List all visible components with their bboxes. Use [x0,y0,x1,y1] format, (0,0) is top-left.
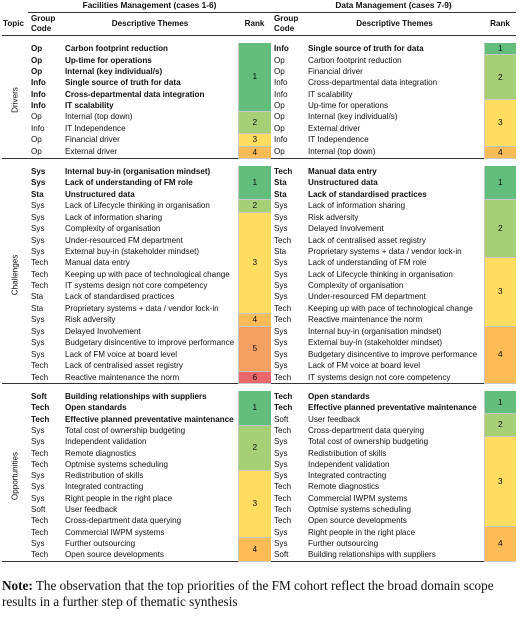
right-group-code: Tech [274,482,292,492]
section-separator [2,158,516,166]
right-rank-cell: 2 [484,414,516,437]
right-group-code: Sys [274,471,288,481]
left-theme: Building relationships with suppliers [65,392,207,402]
topic-header: Topic [3,19,24,29]
table-row [2,134,516,146]
right-theme: Internal (key individual/s) [308,112,398,122]
right-group-code: Tech [274,493,292,503]
right-group-code: Info [274,135,288,145]
left-rank-cell: 6 [238,371,271,383]
table-row [2,111,516,122]
right-group-code: Sys [274,292,288,302]
table-row [2,146,516,158]
right-group-code: Op [274,147,285,157]
right-theme: Building relationships with suppliers [308,550,436,560]
left-group-code: Sys [31,349,45,359]
right-group-code: Tech [274,235,292,245]
right-group-code: Op [274,112,285,122]
left-theme: Complexity of organisation [65,224,161,234]
left-theme: Manual data entry [65,258,130,268]
left-group-code: Info [31,123,45,133]
left-theme: Internal (key individual/s) [65,67,163,77]
right-group-header: Data Management (cases 7-9) [271,0,516,13]
right-group-code: Sta [274,178,287,188]
left-theme: Redistribution of skills [65,471,144,481]
right-group-code: Info [274,44,289,54]
right-group-code: Sys [274,327,288,337]
left-group-code: Op [31,147,42,157]
left-theme: Delayed Involvement [65,327,141,337]
right-theme: Lack of centralised asset registry [308,235,426,245]
left-group-code: Sys [31,437,45,447]
topic-label: Drivers [10,87,20,114]
right-group-code: Info [274,89,288,99]
left-rank-cell: 2 [238,111,271,134]
right-theme: Integrated contracting [308,471,387,481]
right-rank-cell: 4 [484,146,516,158]
left-group-code: Sys [31,247,45,257]
separator-cell [2,384,28,392]
right-theme: Carbon footprint reduction [308,55,402,65]
table-row [2,425,516,436]
left-rank-cell: 4 [238,538,271,561]
left-theme: Cross-department data querying [65,516,182,526]
right-theme: IT systems design not core competency [308,372,451,382]
left-group-code: Op [31,67,43,77]
separator-cell [305,384,484,392]
right-theme: Effective planned preventative maintenance [308,403,477,413]
table-bottom-border [2,561,516,562]
left-group-code: Tech [31,372,49,382]
right-group-code: Tech [274,505,292,515]
left-group-code: Sys [31,327,45,337]
right-theme: Lack of understanding of FM role [308,258,427,268]
left-theme: Lack of standardised practices [65,292,175,302]
right-rank-cell: 3 [484,257,516,326]
right-group-code: Sys [274,269,288,279]
left-group-code: Sys [31,201,45,211]
left-theme: Effective planned preventative maintenance [65,414,234,424]
right-group-code: Sys [274,459,288,469]
left-theme: Open source developments [65,550,164,560]
table-row [2,371,516,383]
right-theme: Lack of standardised practices [308,189,427,199]
left-theme: Further outsourcing [65,538,136,548]
themes-table [2,0,516,562]
left-group-code: Soft [31,392,47,402]
separator-cell [28,36,62,44]
right-rank-header: Rank [490,19,510,29]
right-theme: Keeping up with pace of technological change [308,303,473,313]
right-theme: Redistribution of skills [308,448,387,458]
right-theme: Reactive maintenance the norm [308,315,423,325]
left-theme: Integrated contracting [65,482,144,492]
left-group-code: Sys [31,213,45,223]
right-themes-header: Descriptive Themes [356,19,433,29]
separator-cell [2,158,28,166]
right-group-code: Tech [274,315,292,325]
right-group-code: Soft [274,414,289,424]
right-rank-cell: 2 [484,55,516,100]
right-theme: Delayed Involvement [308,224,384,234]
left-group-code: Sys [31,338,45,348]
right-group-code: Sta [274,189,287,199]
table-row [2,43,516,55]
left-theme: Up-time for operations [65,55,152,65]
right-group-code: Tech [274,516,292,526]
right-theme: IT Independence [308,135,369,145]
left-theme: External buy-in (stakeholder mindset) [65,247,200,257]
right-theme: Unstructured data [308,178,378,188]
section-separator [2,36,516,44]
separator-cell [484,384,516,392]
left-theme: Commercial IWPM systems [65,527,165,537]
left-group-code: Sys [31,493,45,503]
right-group-code: Sys [274,361,288,371]
separator-cell [28,561,62,562]
right-group-code: Op [274,100,285,110]
table-row [2,326,516,337]
separator-cell [2,561,28,562]
right-theme: External buy-in (stakeholder mindset) [308,338,443,348]
left-rank-cell: 3 [238,212,271,314]
left-theme: Optmise systems scheduling [65,459,169,469]
right-theme: Up-time for operations [308,100,389,110]
left-theme: External driver [65,147,118,157]
right-theme: Independent validation [308,459,390,469]
separator-cell [305,158,484,166]
right-group-code: Sys [274,213,288,223]
right-theme: Commercial IWPM systems [308,493,408,503]
right-group-code: Soft [274,550,289,560]
left-group-code: Sys [31,471,45,481]
separator-cell [305,36,484,44]
left-group-code: Sys [31,426,45,435]
separator-cell [28,158,62,166]
separator-cell [271,36,305,44]
right-group-code: Sys [274,224,288,234]
left-theme: Independent validation [65,437,147,447]
left-group-code: Info [31,89,46,99]
separator-cell [271,561,305,562]
right-theme: Further outsourcing [308,538,379,548]
left-theme: IT Independence [65,123,126,133]
right-theme: Remote diagnostics [308,482,380,492]
right-theme: Internal (top down) [308,147,376,157]
left-group-code: Sta [31,292,44,302]
left-group-code: Sta [31,303,44,313]
topic-label: Challenges [10,254,20,295]
left-theme: Proprietary systems + data / vendor lock-in [65,303,219,313]
left-theme: Lack of Lifecycle thinking in organisation [65,201,210,211]
right-theme: Internal buy-in (organisation mindset) [308,327,442,337]
left-theme: Internal (top down) [65,112,133,122]
left-theme: Keeping up with pace of technological change [65,269,230,279]
left-group-code: Info [31,78,46,88]
left-group-code: Tech [31,269,49,279]
left-theme: Remote diagnostics [65,448,137,458]
left-theme: Cross-departmental data integration [65,89,205,99]
separator-cell [238,384,271,392]
right-theme: Complexity of organisation [308,280,404,290]
left-theme: Carbon footprint reduction [65,44,168,54]
right-rank-cell: 3 [484,100,516,146]
left-group-code: Sys [31,224,45,234]
left-group-code: Sta [31,189,44,199]
right-rank-cell: 4 [484,326,516,383]
separator-cell [62,36,238,44]
table-row [2,470,516,481]
left-group-code: Sys [31,235,45,245]
right-group-code: Sys [274,538,288,548]
left-rank-cell: 1 [238,43,271,111]
left-group-code: Tech [31,459,49,469]
left-rank-header: Rank [244,19,265,29]
left-theme: Reactive maintenance the norm [65,372,180,382]
right-group-code: Sys [274,448,288,458]
right-theme: Financial driver [308,67,363,77]
left-rank-cell: 4 [238,146,271,158]
right-theme: Lack of Lifecycle thinking in organisation [308,269,453,279]
left-rank-cell: 3 [238,134,271,146]
left-group-code: Op [31,135,42,145]
note-label: Note: [2,578,33,593]
table-row [2,200,516,212]
left-theme: Internal buy-in (organisation mindset) [65,166,211,176]
separator-cell [484,561,516,562]
separator-cell [271,158,305,166]
left-theme: Total cost of ownership budgeting [65,426,186,435]
right-group-code: Info [274,78,288,88]
right-group-code: Op [274,123,285,133]
left-group-code: Sys [31,538,45,548]
left-group-code: Sys [31,315,45,325]
left-theme: Lack of FM voice at board level [65,349,178,359]
left-rank-cell: 3 [238,470,271,538]
right-theme: Lack of information sharing [308,201,406,211]
left-group-code: Tech [31,550,49,560]
separator-cell [62,561,238,562]
right-group-code: Tech [274,392,293,402]
left-group-code: Tech [31,516,49,526]
left-group-code: Tech [31,527,49,537]
right-theme: Optmise systems scheduling [308,505,412,515]
topic-cell-opportunities [2,391,28,561]
left-group-code: Info [31,100,46,110]
left-theme: Budgetary disincentive to improve performance [65,338,235,348]
group-header-row [2,0,516,13]
table-row [2,538,516,549]
right-rank-cell: 2 [484,200,516,257]
left-theme: Risk adversity [65,315,116,325]
left-group-header: Facilities Management (cases 1-6) [28,0,271,13]
left-group-code-header: Group Code [31,14,56,33]
right-theme: IT scalability [308,89,353,99]
table-row [2,166,516,177]
separator-cell [305,561,484,562]
right-group-code: Op [274,67,285,77]
right-group-code: Tech [274,372,292,382]
topic-cell-challenges [2,166,28,384]
separator-cell [62,158,238,166]
left-rank-cell: 2 [238,425,271,470]
right-theme: External driver [308,123,361,133]
left-rank-cell: 5 [238,326,271,371]
right-theme: Cross-departmental data integration [308,78,438,88]
left-group-code: Tech [31,361,49,371]
right-group-code: Op [274,55,285,65]
right-theme: Open standards [308,392,370,402]
left-group-code: Soft [31,505,46,515]
left-group-code: Tech [31,414,50,424]
right-group-code: Sys [274,338,288,348]
right-rank-cell: 1 [484,43,516,55]
right-theme: Manual data entry [308,166,377,176]
right-group-code: Sys [274,201,288,211]
right-group-code: Sys [274,280,288,290]
right-theme: Total cost of ownership budgeting [308,437,429,447]
right-theme: Proprietary systems + data / vendor lock-in [308,247,462,257]
left-group-code: Sys [31,166,46,176]
left-theme: Lack of centralised asset registry [65,361,183,371]
left-theme: Lack of information sharing [65,213,163,223]
left-group-code: Op [31,112,42,122]
left-group-code: Sys [31,178,46,188]
left-themes-header: Descriptive Themes [111,19,189,29]
left-group-code: Tech [31,280,49,290]
separator-cell [62,384,238,392]
left-theme: Right people in the right place [65,493,173,503]
separator-cell [238,158,271,166]
separator-cell [484,36,516,44]
right-theme: Risk adversity [308,213,359,223]
left-theme: Open standards [65,403,127,413]
left-theme: Lack of understanding of FM role [65,178,193,188]
left-theme: Under-resourced FM department [65,235,183,245]
left-theme: Single source of truth for data [65,78,181,88]
separator-cell [271,384,305,392]
left-theme: User feedback [65,505,118,515]
left-group-code: Sys [31,482,45,492]
right-group-code-header: Group Code [274,14,299,33]
separator-cell [28,384,62,392]
topic-cell-drivers [2,43,28,158]
left-theme: IT systems design not core competency [65,280,208,290]
section-separator [2,384,516,392]
right-group-code: Tech [274,426,292,435]
table-row [2,212,516,223]
table-note [2,578,516,610]
right-theme: Budgetary disincentive to improve performance [308,349,478,359]
left-group-code: Tech [31,258,49,268]
right-rank-cell: 1 [484,391,516,414]
table-row [2,314,516,326]
left-group-code: Tech [31,448,49,458]
left-group-code: Op [31,44,43,54]
separator-cell [2,36,28,44]
topic-label: Opportunities [10,451,20,500]
left-rank-cell: 4 [238,314,271,326]
left-theme: IT scalability [65,100,114,110]
right-group-code: Sys [274,527,288,537]
separator-cell [238,36,271,44]
right-group-code: Tech [274,403,293,413]
left-rank-cell: 2 [238,200,271,212]
right-theme: Right people in the right place [308,527,416,537]
right-rank-cell: 1 [484,166,516,200]
table-row [2,391,516,402]
right-group-code: Sys [274,349,288,359]
right-theme: Single source of truth for data [308,44,424,54]
right-group-code: Tech [274,166,293,176]
left-group-code: Tech [31,403,50,413]
right-group-code: Tech [274,303,292,313]
right-theme: Cross-department data querying [308,426,425,435]
separator-cell [238,561,271,562]
note-text: The observation that the top priorities of the FM cohort reflect the broad domain scope results in a further step of thematic synthesis [2,578,494,609]
left-theme: Financial driver [65,135,120,145]
right-group-code: Sys [274,437,288,447]
right-theme: Under-resourced FM department [308,292,426,302]
left-theme: Unstructured data [65,189,135,199]
column-header-row [2,13,516,36]
right-theme: User feedback [308,414,361,424]
right-group-code: Sys [274,258,288,268]
right-rank-cell: 4 [484,527,516,561]
left-group-code: Op [31,55,43,65]
left-rank-cell: 1 [238,391,271,425]
right-group-code: Sta [274,247,287,257]
separator-cell [484,158,516,166]
right-rank-cell: 3 [484,436,516,526]
right-theme: Lack of FM voice at board level [308,361,421,371]
right-theme: Open source developments [308,516,407,526]
left-rank-cell: 1 [238,166,271,200]
